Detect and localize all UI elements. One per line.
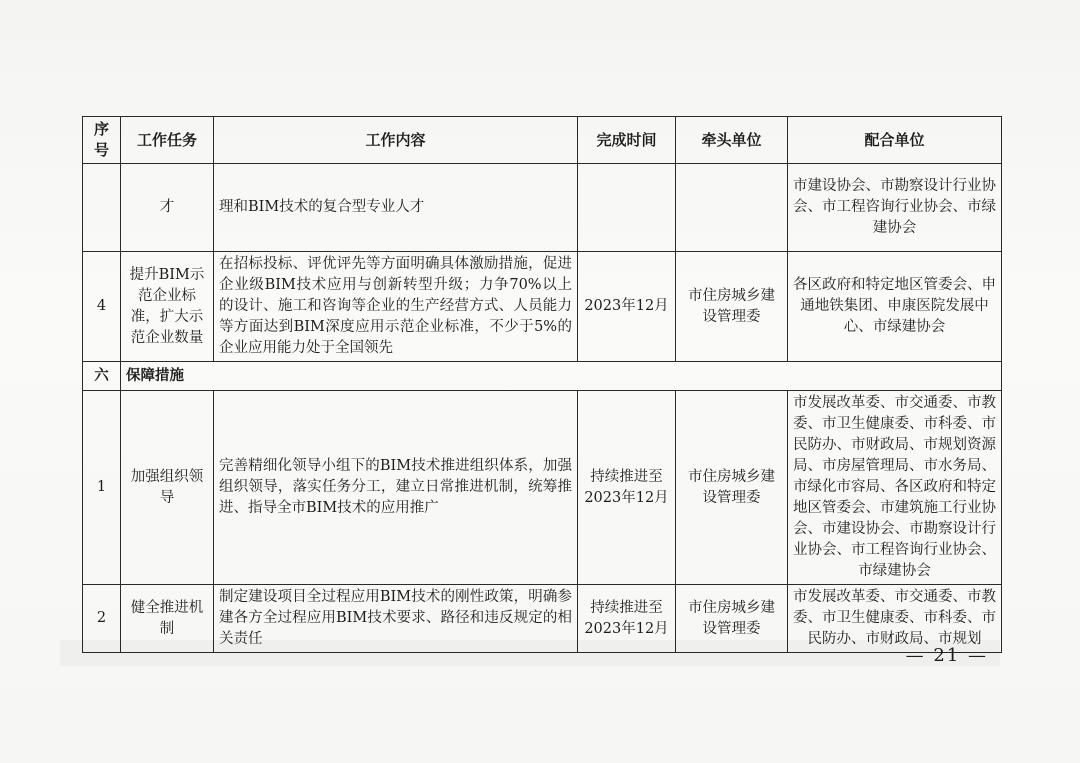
cell-partner: 各区政府和特定地区管委会、申通地铁集团、申康医院发展中心、市绿建协会 — [788, 252, 1002, 362]
task-table — [82, 116, 1002, 653]
cell-partner: 市建设协会、市勘察设计行业协会、市工程咨询行业协会、市绿建协会 — [788, 164, 1002, 252]
cell-partner: 市发展改革委、市交通委、市教委、市卫生健康委、市科委、市民防办、市财政局、市规划 — [788, 585, 1002, 653]
cell-time — [578, 164, 676, 252]
cell-time: 持续推进至2023年12月 — [578, 585, 676, 653]
table-row — [83, 252, 1002, 362]
cell-seq: 1 — [83, 391, 121, 585]
header-task: 工作任务 — [121, 117, 214, 164]
section-row — [83, 362, 1002, 391]
cell-partner: 市发展改革委、市交通委、市教委、市卫生健康委、市科委、市民防办、市财政局、市规划资源局、市房屋管理局、市水务局、市绿化市容局、各区政府和特定地区管委会、市建筑施工行业协会、市建设协会、市勘察设计行业协会、市工程咨询行业协会、市绿建协会 — [788, 391, 1002, 585]
cell-task: 健全推进机制 — [121, 585, 214, 653]
header-time: 完成时间 — [578, 117, 676, 164]
cell-lead: 市住房城乡建设管理委 — [676, 391, 788, 585]
table-row — [83, 164, 1002, 252]
cell-task: 才 — [121, 164, 214, 252]
header-content: 工作内容 — [214, 117, 578, 164]
cell-task: 加强组织领导 — [121, 391, 214, 585]
cell-time: 2023年12月 — [578, 252, 676, 362]
cell-lead: 市住房城乡建设管理委 — [676, 252, 788, 362]
header-lead: 牵头单位 — [676, 117, 788, 164]
cell-content: 制定建设项目全过程应用BIM技术的刚性政策，明确参建各方全过程应用BIM技术要求、路径和违反规定的相关责任 — [214, 585, 578, 653]
cell-seq — [83, 164, 121, 252]
cell-seq: 2 — [83, 585, 121, 653]
cell-lead — [676, 164, 788, 252]
table-header-row — [83, 117, 1002, 164]
bleed-through-shadow — [60, 640, 1000, 666]
header-partner: 配合单位 — [788, 117, 1002, 164]
cell-lead: 市住房城乡建设管理委 — [676, 585, 788, 653]
cell-time: 持续推进至2023年12月 — [578, 391, 676, 585]
header-seq: 序号 — [83, 117, 121, 164]
page-number: — 21 — — [905, 645, 988, 666]
cell-content: 完善精细化领导小组下的BIM技术推进组织体系，加强组织领导，落实任务分工，建立日常推进机制，统筹推进、指导全市BIM技术的应用推广 — [214, 391, 578, 585]
table-row — [83, 391, 1002, 585]
section-seq: 六 — [83, 362, 121, 391]
cell-content: 理和BIM技术的复合型专业人才 — [214, 164, 578, 252]
cell-seq: 4 — [83, 252, 121, 362]
cell-task: 提升BIM示范企业标准，扩大示范企业数量 — [121, 252, 214, 362]
cell-content: 在招标投标、评优评先等方面明确具体激励措施，促进企业级BIM技术应用与创新转型升级；力争70%以上的设计、施工和咨询等企业的生产经营方式、人员能力等方面达到BIM深度应用示范企业标准，不少于5%的企业应用能力处于全国领先 — [214, 252, 578, 362]
section-title: 保障措施 — [121, 362, 1002, 391]
